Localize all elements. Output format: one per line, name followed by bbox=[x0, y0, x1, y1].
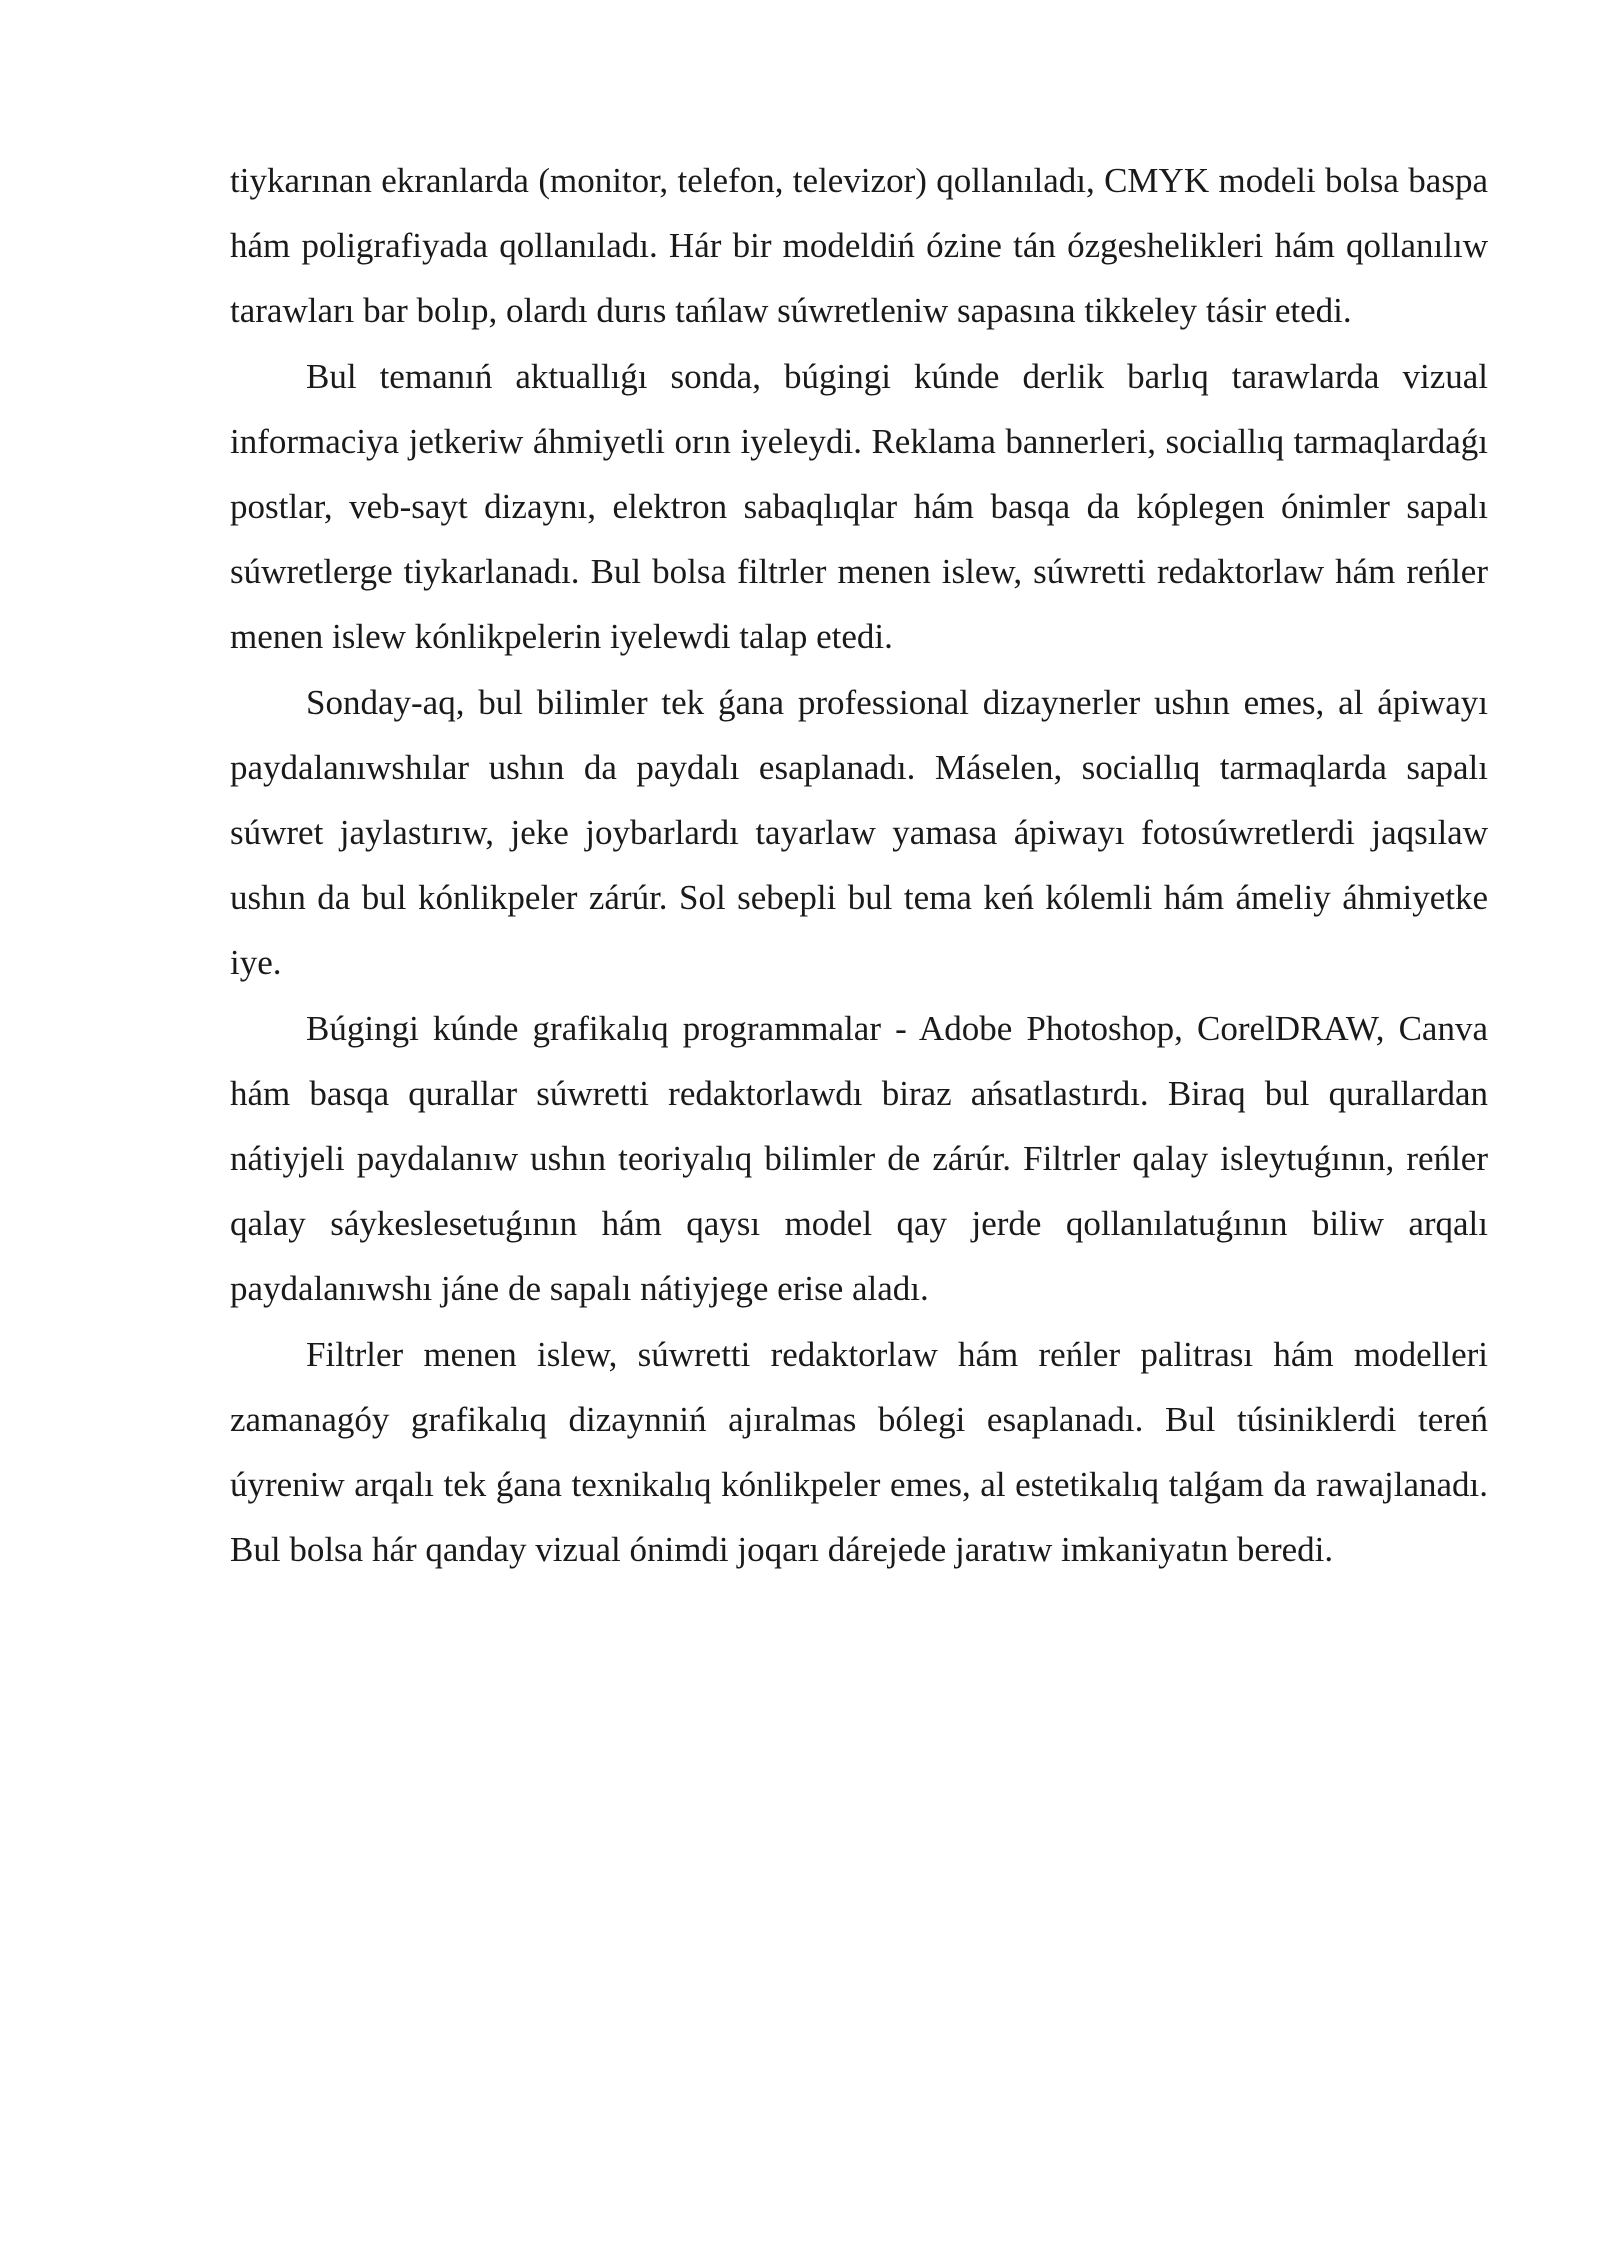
paragraph-4: Búgingi kúnde grafikalıq programmalar - Adobe Photoshop, CorelDRAW, Canva hám basqa qurallar súwretti redaktorlawdı biraz ańsatlastırdı. Biraq bul qurallardan nátiyjeli paydalanıw ushın teoriyalıq bilimler de zárúr. Filtrler qalay isleytuǵının, reńler qalay sáykeslesetuǵının hám qaysı model qay jerde qollanılatuǵının biliw arqalı paydalanıwshı jáne de sapalı nátiyjege erise aladı. bbox=[230, 1008, 1488, 1309]
paragraph-3: Sonday-aq, bul bilimler tek ǵana professional dizaynerler ushın emes, al ápiwayı paydalanıwshılar ushın da paydalı esaplanadı. Máselen, sociallıq tarmaqlarda sapalı súwret jaylastırıw, jeke joybarlardı tayarlaw yamasa ápiwayı fotosúwretlerdi jaqsılaw ushın da bul kónlikpeler zárúr. Sol sebepli bul tema keń kólemli hám ámeliy áhmiyetke iye. bbox=[230, 682, 1488, 983]
body-text bbox=[230, 148, 1488, 1582]
paragraph-5: Filtrler menen islew, súwretti redaktorlaw hám reńler palitrası hám modelleri zamanagóy grafikalıq dizaynniń ajıralmas bólegi esaplanadı. Bul túsiniklerdi tereń úyreniw arqalı tek ǵana texnikalıq kónlikpeler emes, al estetikalıq talǵam da rawajlanadı. Bul bolsa hár qanday vizual ónimdi joqarı dárejede jaratıw imkaniyatın beredi. bbox=[230, 1334, 1488, 1570]
paragraph-2: Bul temanıń aktuallıǵı sonda, búgingi kúnde derlik barlıq tarawlarda vizual informaciya jetkeriw áhmiyetli orın iyeleydi. Reklama bannerleri, sociallıq tarmaqlardaǵı postlar, veb-sayt dizaynı, elektron sabaqlıqlar hám basqa da kóplegen ónimler sapalı súwretlerge tiykarlanadı. Bul bolsa filtrler menen islew, súwretti redaktorlaw hám reńler menen islew kónlikpelerin iyelewdi talap etedi. bbox=[230, 356, 1488, 657]
paragraph-1: tiykarınan ekranlarda (monitor, telefon, televizor) qollanıladı, CMYK modeli bolsa baspa hám poligrafiyada qollanıladı. Hár bir modeldiń ózine tán ózgeshelikleri hám qollanılıw tarawları bar bolıp, olardı durıs tańlaw súwretleniw sapasına tikkeley tásir etedi. bbox=[230, 161, 1488, 331]
